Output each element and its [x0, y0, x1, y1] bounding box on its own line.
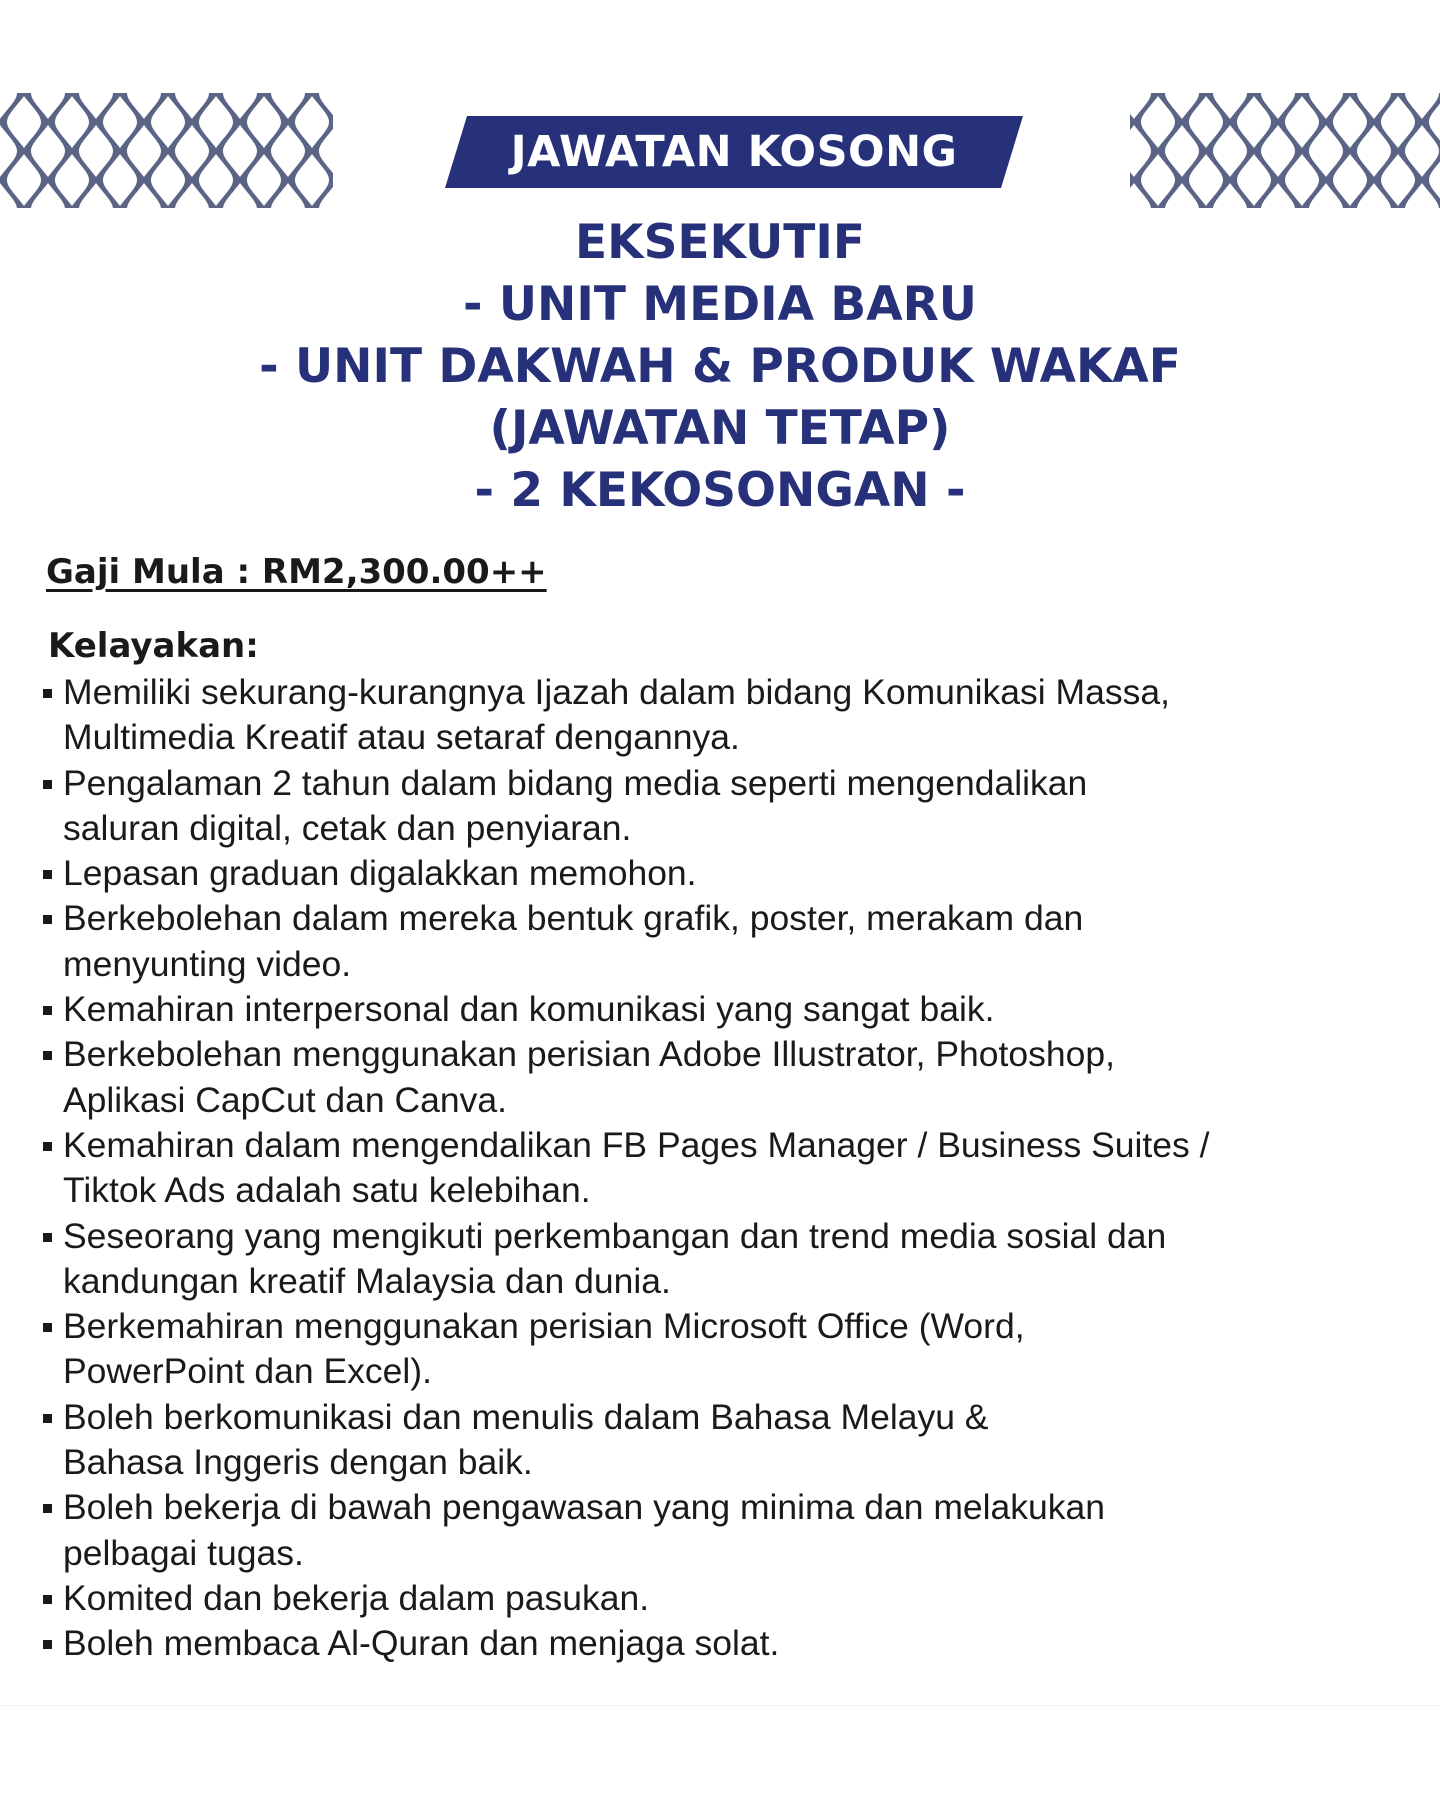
requirement-text-line: Multimedia Kreatif atau setaraf dengannya. [63, 717, 740, 758]
requirement-text-line: Seseorang yang mengikuti perkembangan dan trend media sosial dan [63, 1215, 1167, 1256]
requirement-text-line: Pengalaman 2 tahun dalam bidang media seperti mengendalikan [63, 762, 1088, 803]
requirement-item [40, 1304, 1420, 1395]
requirement-text-line: Tiktok Ads adalah satu kelebihan. [63, 1170, 591, 1211]
requirement-item [40, 1214, 1420, 1305]
square-bullet-icon [43, 1414, 52, 1423]
title-unit-media-baru: - UNIT MEDIA BARU [463, 277, 977, 332]
requirement-text-line: menyunting video. [63, 943, 352, 984]
requirement-text-line: Komited dan bekerja dalam pasukan. [63, 1577, 650, 1618]
poster-bottom-margin [0, 1705, 1440, 1796]
square-bullet-icon [43, 689, 52, 698]
requirement-item [40, 987, 1420, 1032]
requirement-text-line: Boleh bekerja di bawah pengawasan yang minima dan melakukan [63, 1487, 1105, 1528]
requirement-text-line: Bahasa Inggeris dengan baik. [63, 1442, 533, 1483]
requirement-item [40, 1485, 1420, 1576]
square-bullet-icon [43, 1006, 52, 1015]
square-bullet-icon [43, 1595, 52, 1604]
square-bullet-icon [43, 1640, 52, 1649]
requirement-item [40, 851, 1420, 896]
title-vacancy-count: - 2 KEKOSONGAN - [474, 463, 966, 518]
decorative-pattern-left [0, 93, 333, 208]
requirement-text-line: Kemahiran interpersonal dan komunikasi yang sangat baik. [63, 989, 995, 1030]
square-bullet-icon [43, 780, 52, 789]
square-bullet-icon [43, 870, 52, 879]
square-bullet-icon [43, 1233, 52, 1242]
square-bullet-icon [43, 1504, 52, 1513]
requirement-item [40, 1621, 1420, 1666]
ogee-pattern-left [0, 93, 333, 208]
banner-label: JAWATAN KOSONG [510, 127, 958, 177]
requirement-text-line: Lepasan graduan digalakkan memohon. [63, 853, 697, 894]
requirement-text-line: Memiliki sekurang-kurangnya Ijazah dalam bidang Komunikasi Massa, [63, 672, 1170, 712]
requirement-item [40, 670, 1420, 761]
vacancy-banner [445, 116, 1023, 188]
requirement-text-line: PowerPoint dan Excel). [63, 1351, 432, 1392]
requirements-list [40, 670, 1420, 1667]
square-bullet-icon [43, 915, 52, 924]
requirement-item [40, 1395, 1420, 1486]
requirement-item [40, 761, 1420, 852]
requirement-text-line: Berkemahiran menggunakan perisian Microsoft Office (Word, [63, 1306, 1025, 1347]
requirement-text-line: Kemahiran dalam mengendalikan FB Pages Manager / Business Suites / [63, 1124, 1210, 1165]
requirements-heading: Kelayakan: [48, 626, 259, 666]
starting-salary: Gaji Mula : RM2,300.00++ [46, 552, 547, 592]
requirement-text-line: Boleh berkomunikasi dan menulis dalam Bahasa Melayu & [63, 1396, 989, 1437]
requirement-text-line: Berkebolehan menggunakan perisian Adobe Illustrator, Photoshop, [63, 1034, 1115, 1075]
square-bullet-icon [43, 1051, 52, 1060]
requirement-text-line: saluran digital, cetak dan penyiaran. [63, 807, 632, 848]
requirement-item [40, 1123, 1420, 1214]
requirement-text-line: Aplikasi CapCut dan Canva. [63, 1079, 507, 1120]
requirement-text-line: kandungan kreatif Malaysia dan dunia. [63, 1260, 671, 1301]
requirement-item [40, 896, 1420, 987]
title-unit-dakwah: - UNIT DAKWAH & PRODUK WAKAF [259, 339, 1181, 394]
requirement-text-line: pelbagai tugas. [63, 1532, 304, 1573]
decorative-pattern-right [1130, 93, 1440, 208]
requirement-item [40, 1576, 1420, 1621]
ogee-pattern-right [1130, 93, 1440, 208]
requirement-item [40, 1032, 1420, 1123]
position-titles [0, 212, 1440, 522]
title-jawatan-tetap: (JAWATAN TETAP) [489, 401, 951, 456]
square-bullet-icon [43, 1142, 52, 1151]
requirement-text-line: Berkebolehan dalam mereka bentuk grafik, poster, merakam dan [63, 898, 1084, 939]
requirement-text-line: Boleh membaca Al-Quran dan menjaga solat. [63, 1623, 780, 1664]
square-bullet-icon [43, 1323, 52, 1332]
title-position: EKSEKUTIF [575, 215, 865, 270]
